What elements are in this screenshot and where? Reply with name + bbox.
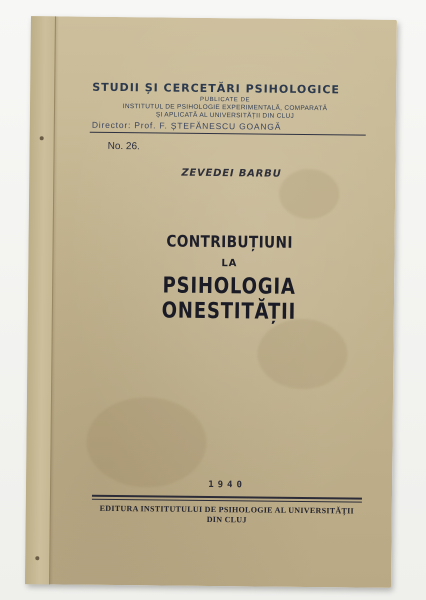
publisher-line-2: DIN CLUJ [206, 514, 247, 525]
author-name: ZEVEDEI BARBU [181, 167, 282, 180]
title-line-1: CONTRIBUȚIUNI [166, 231, 293, 252]
binding-hole [40, 136, 44, 140]
director-line: Director: Prof. F. ȘTEFĂNESCU GOANGĂ [91, 119, 282, 132]
institute-line-2: ȘI APLICATĂ AL UNIVERSITĂȚII DIN CLUJ [155, 111, 295, 120]
published-by-label: PUBLICATE DE [200, 96, 251, 104]
publication-year: 1940 [208, 479, 246, 491]
title-line-3: PSIHOLOGIA ONESTITĂȚII [161, 273, 297, 325]
publisher-line-1: EDITURA INSTITUTULUI DE PSIHOLOGIE AL UNIVERSITĂȚII [99, 503, 354, 516]
book-cover [25, 16, 397, 588]
footer-rule-thin [92, 499, 362, 503]
institute-line-1: INSTITUTUL DE PSIHOLOGIE EXPERIMENTALĂ, COMPARATĂ [122, 103, 328, 113]
series-title: STUDII ȘI CERCETĂRI PSIHOLOGICE [92, 80, 341, 97]
header-rule [90, 132, 366, 136]
issue-number: No. 26. [107, 140, 140, 153]
title-line-2: LA [221, 258, 238, 270]
cover-content [61, 16, 397, 587]
binding-hole [35, 556, 39, 560]
